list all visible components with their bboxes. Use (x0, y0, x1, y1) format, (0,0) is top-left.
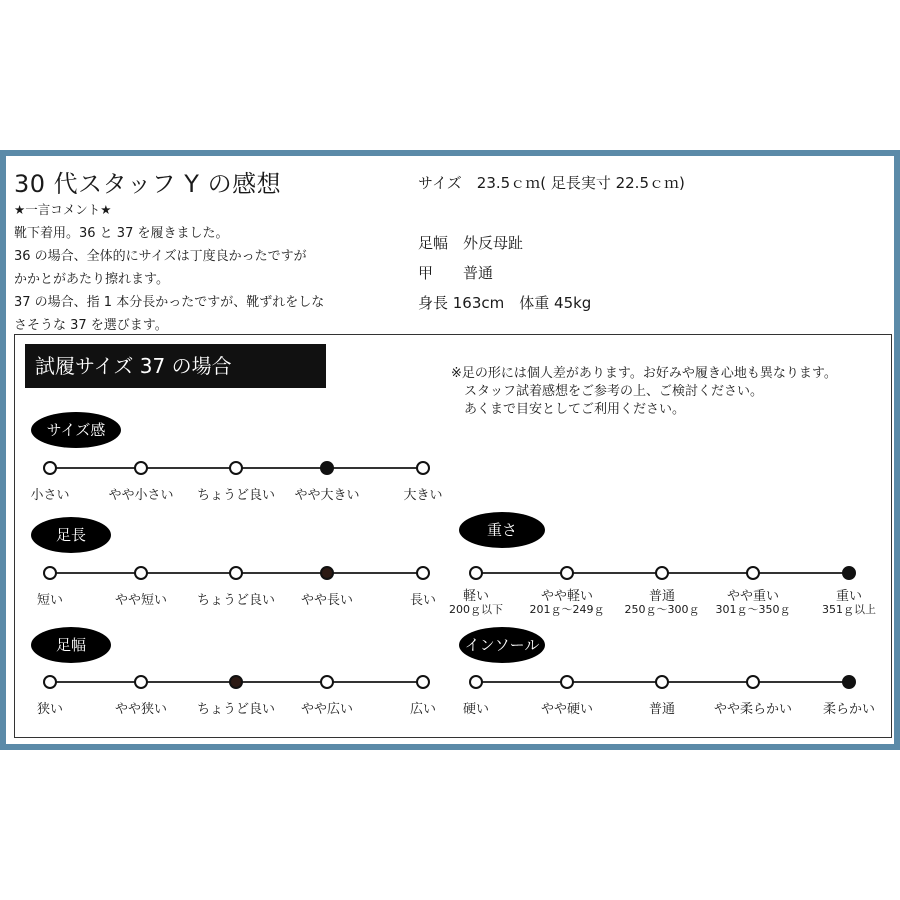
spec-foot-width: 足幅 外反母趾 (418, 234, 524, 252)
scale-dot (746, 675, 760, 689)
scale-dot (134, 461, 148, 475)
scale-dot-selected (320, 461, 334, 475)
scale-label: 重い (835, 589, 862, 604)
scale-dot (43, 566, 57, 580)
scale-label: ちょうど良い (196, 488, 275, 503)
scale-dot (229, 566, 243, 580)
scale-dot (746, 566, 760, 580)
scale-dot (560, 566, 574, 580)
scale-dot (134, 675, 148, 689)
scale-label: 長い (409, 593, 436, 608)
comment-line: さそうな 37 を選びます。 (14, 318, 168, 333)
fitting-banner: 試履サイズ 37 の場合 (25, 344, 326, 388)
scale-label: やや硬い (540, 702, 593, 717)
scale-label: 小さい (30, 488, 70, 503)
scale-dot-selected (229, 675, 243, 689)
scale-dot (655, 675, 669, 689)
scale-dot-selected (320, 566, 334, 580)
scale-label: やや軽い (540, 589, 593, 604)
scale-dot (655, 566, 669, 580)
scale-title-pill: 足長 (31, 517, 111, 553)
spec-body: 身長 163cm 体重 45kg (418, 294, 592, 312)
spec-instep: 甲 普通 (418, 264, 494, 282)
comment-heading: ★一言コメント★ (14, 202, 112, 217)
scale-label: やや柔らかい (713, 702, 792, 717)
scale-dot-selected (842, 566, 856, 580)
comment-line: 靴下着用。36 と 37 を履きました。 (14, 226, 229, 241)
scale-label: やや短い (114, 593, 167, 608)
scale-label: やや長い (300, 593, 353, 608)
scale-label: 硬い (462, 702, 489, 717)
scale-label: 普通 (648, 702, 675, 717)
scale-title-pill: 重さ (459, 512, 545, 548)
scale-dot (134, 566, 148, 580)
spec-size: サイズ 23.5ｃｍ( 足長実寸 22.5ｃｍ) (418, 174, 685, 192)
scale-label: やや大きい (294, 488, 360, 503)
review-frame (0, 150, 900, 750)
scale-label: やや重い (726, 589, 779, 604)
scale-label: 大きい (403, 488, 443, 503)
scale-label: 広い (409, 702, 436, 717)
fitting-section (14, 334, 892, 738)
review-panel (6, 156, 894, 744)
scale-title-pill: 足幅 (31, 627, 111, 663)
disclaimer-note: ※足の形には個人差があります。お好みや履き心地も異なります。 スタッフ試着感想をご参考の上、ご検討ください。 あくまで目安としてご利用ください。 (451, 366, 837, 417)
scale-dot (469, 566, 483, 580)
scale-dot (560, 675, 574, 689)
scale-sublabel: 201ｇ～249ｇ (529, 603, 605, 616)
scale-dot (43, 675, 57, 689)
scale-label: ちょうど良い (196, 702, 275, 717)
scale-label: やや狭い (114, 702, 167, 717)
scale-label: 狭い (36, 702, 63, 717)
scale-label: 短い (36, 593, 63, 608)
scale-label: やや広い (300, 702, 353, 717)
scale-dot (320, 675, 334, 689)
scale-label: やや小さい (108, 488, 174, 503)
scale-sublabel: 200ｇ以下 (449, 603, 503, 616)
scale-label: 普通 (648, 589, 675, 604)
scale-title-pill: インソール (459, 627, 545, 663)
review-title: 30 代スタッフ Y の感想 (14, 170, 282, 198)
scale-sublabel: 250ｇ～300ｇ (624, 603, 700, 616)
scale-label: 柔らかい (822, 702, 875, 717)
scale-dot (416, 566, 430, 580)
scale-dot (469, 675, 483, 689)
scale-dot (229, 461, 243, 475)
scale-dot (416, 461, 430, 475)
scale-dot (43, 461, 57, 475)
comment-line: 37 の場合、指 1 本分長かったですが、靴ずれをしな (14, 295, 325, 310)
scale-label: 軽い (462, 589, 489, 604)
scale-sublabel: 351ｇ以上 (822, 603, 876, 616)
comment-line: かかとがあたり擦れます。 (14, 272, 169, 287)
scale-dot (416, 675, 430, 689)
scale-dot-selected (842, 675, 856, 689)
comment-line: 36 の場合、全体的にサイズは丁度良かったですが (14, 249, 307, 264)
scale-sublabel: 301ｇ～350ｇ (715, 603, 791, 616)
scale-label: ちょうど良い (196, 593, 275, 608)
scale-title-pill: サイズ感 (31, 412, 121, 448)
